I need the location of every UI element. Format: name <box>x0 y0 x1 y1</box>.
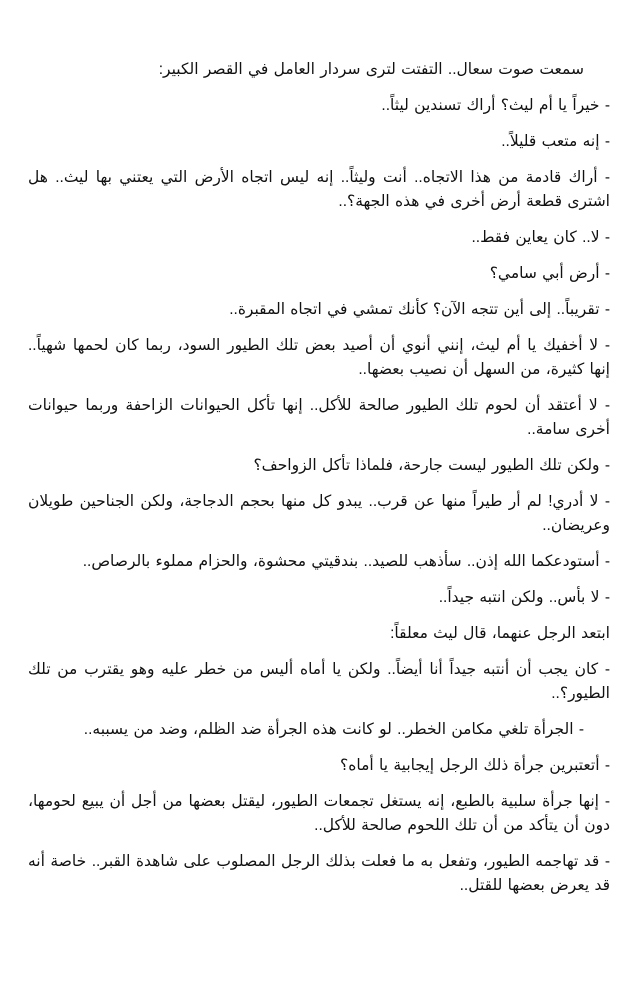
narration-line: ابتعد الرجل عنهما، قال ليث معلقاً: <box>390 625 610 642</box>
dialogue-line: - كان يجب أن أنتبه جيداً أنا أيضاً.. ولكن يا أماه أليس من خطر عليه وهو يقترب من تلك الطيور؟.. <box>28 661 610 702</box>
dialogue-line: - قد تهاجمه الطيور، وتفعل به ما فعلت بذلك الرجل المصلوب على شاهدة القبر.. خاصة أنه قد يعرض بعضها للقتل.. <box>28 853 610 894</box>
dialogue-line: - لا أدري! لم أر طيراً منها عن قرب.. يبدو كل منها بحجم الدجاجة، ولكن الجناحين طويلان وعريضان.. <box>28 493 610 534</box>
dialogue-line: - تقريباً.. إلى أين تتجه الآن؟ كأنك تمشي في اتجاه المقبرة.. <box>229 301 610 318</box>
dialogue-line: - أرض أبي سامي؟ <box>489 265 610 282</box>
dialogue-line: - الجرأة تلغي مكامن الخطر.. لو كانت هذه الجرأة ضد الظلم، وضد من يسببه.. <box>83 721 584 738</box>
paragraph: سمعت صوت سعال.. التفتت لترى سردار العامل في القصر الكبير: <box>158 61 584 78</box>
dialogue-line: - أتعتبرين جرأة ذلك الرجل إيجابية يا أماه؟ <box>340 757 610 774</box>
dialogue-line: - لا أخفيك يا أم ليث، إنني أنوي أن أصيد بعض تلك الطيور السود، ربما كان لحمها شهياً.. إنها كثيرة، من السهل أن نصيب بعضها.. <box>28 337 610 378</box>
dialogue-line: - إنها جرأة سلبية بالطبع، إنه يستغل تجمعات الطيور، ليقتل بعضها من أجل أن يبيع لحومها، دون أن يتأكد من أن تلك اللحوم صالحة للأكل.. <box>28 793 610 834</box>
dialogue-line: - ولكن تلك الطيور ليست جارحة، فلماذا تأكل الزواحف؟ <box>253 457 610 474</box>
dialogue-line: - لا أعتقد أن لحوم تلك الطيور صالحة للأكل.. إنها تأكل الحيوانات الزاحفة وربما حيوانات أخرى سامة.. <box>28 397 610 438</box>
dialogue-line: - أستودعكما الله إذن.. سأذهب للصيد.. بندقيتي محشوة، والحزام مملوء بالرصاص.. <box>82 553 610 570</box>
dialogue-line: - إنه متعب قليلاً.. <box>501 133 610 150</box>
dialogue-line: - لا بأس.. ولكن انتبه جيداً.. <box>438 589 610 606</box>
dialogue-line: - خيراً يا أم ليث؟ أراك تسندين ليثاً.. <box>381 97 610 114</box>
dialogue-line: - أراك قادمة من هذا الاتجاه.. أنت وليثاً.. إنه ليس اتجاه الأرض التي يعتني بها ليث.. هل اشترى قطعة أرض أخرى في هذه الجهة؟.. <box>28 169 610 210</box>
dialogue-line: - لا.. كان يعاين فقط.. <box>471 229 610 246</box>
